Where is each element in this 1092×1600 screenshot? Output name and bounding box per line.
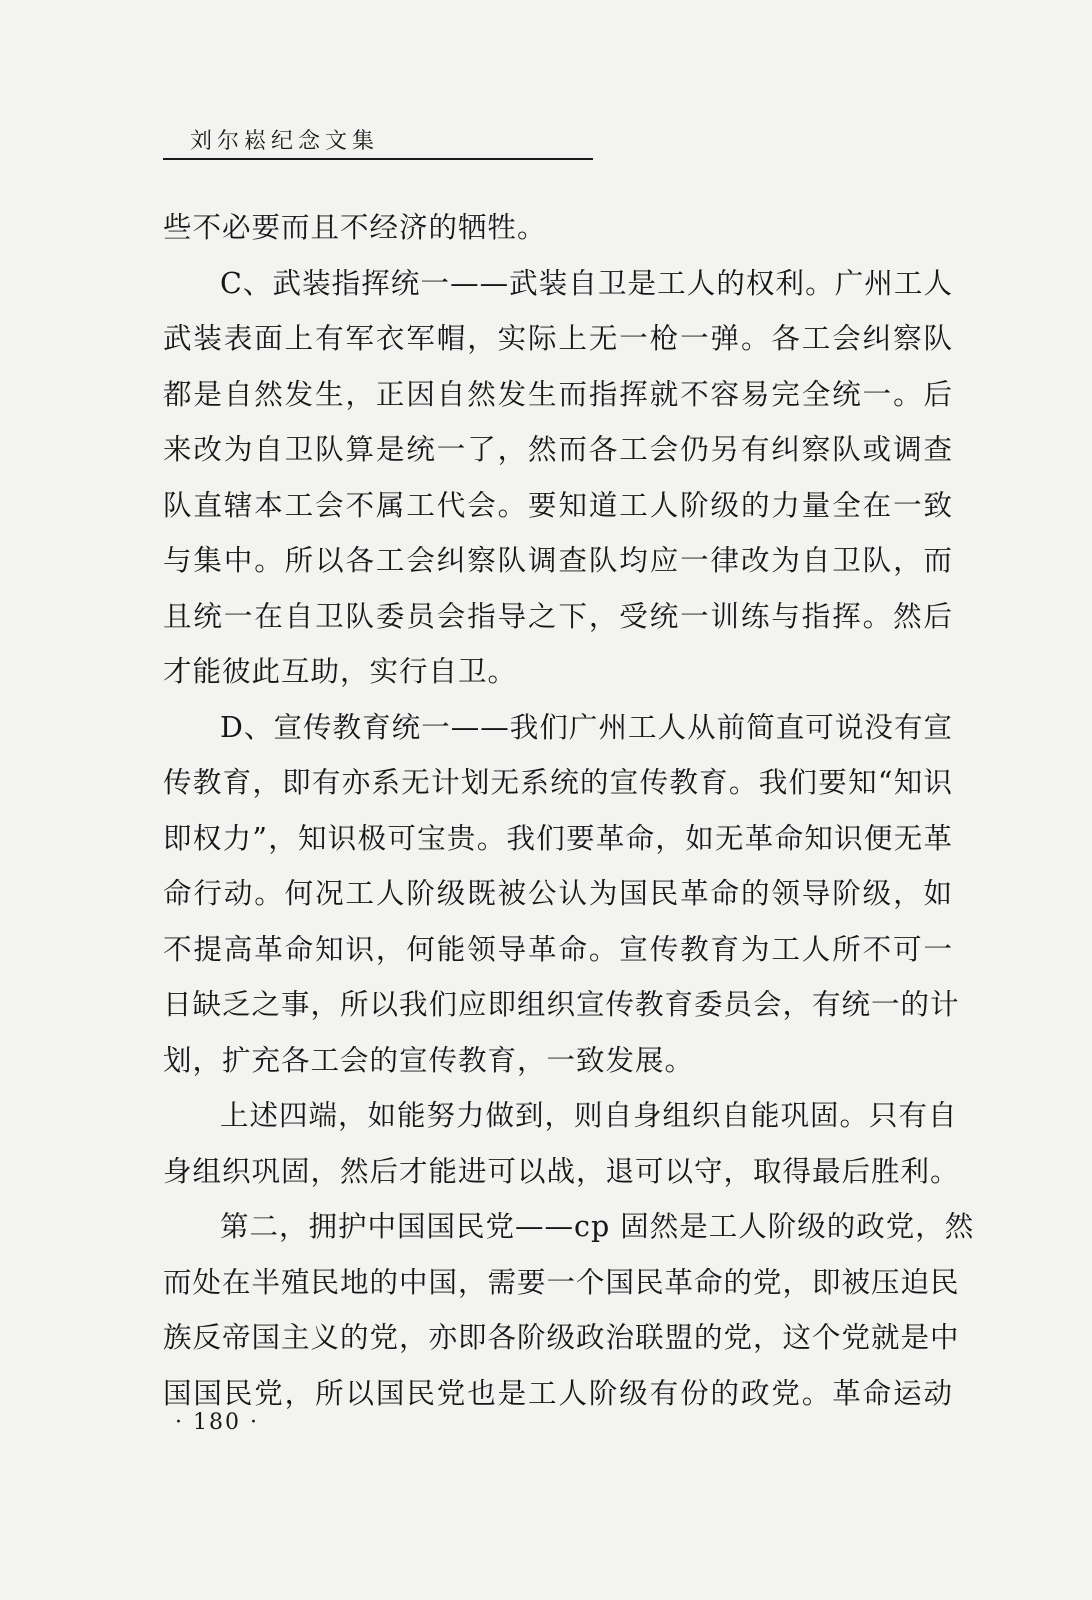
text-line: 第二，拥护中国国民党——cp 固然是工人阶级的政党，然 (220, 1210, 975, 1243)
text-line: 国国民党，所以国民党也是工人阶级有份的政党。革命运动 (163, 1376, 953, 1410)
header-rule (163, 158, 593, 160)
text-line: 武装表面上有军衣军帽，实际上无一枪一弹。各工会纠察队 (163, 322, 953, 355)
text-line: 而处在半殖民地的中国，需要一个国民革命的党，即被压迫民 (163, 1265, 960, 1299)
text-line: 即权力”，知识极可宝贵。我们要革命，如无革命知识便无革 (163, 821, 953, 855)
text-line: 身组织巩固，然后才能进可以战，退可以守，取得最后胜利。 (163, 1154, 960, 1188)
text-line: 来改为自卫队算是统一了，然而各工会仍另有纠察队或调查 (163, 433, 953, 466)
text-line: 族反帝国主义的党，亦即各阶级政治联盟的党，这个党就是中 (163, 1321, 960, 1354)
text-line: 上述四端，如能努力做到，则自身组织自能巩固。只有自 (220, 1099, 958, 1132)
text-line: 才能彼此互助，实行自卫。 (163, 655, 518, 688)
page-number: · 180 · (175, 1410, 259, 1435)
text-line: 划，扩充各工会的宣传教育，一致发展。 (163, 1043, 695, 1077)
running-head-title: 刘尔崧纪念文集 (190, 129, 380, 154)
text-line: 且统一在自卫队委员会指导之下，受统一训练与指挥。然后 (163, 599, 953, 633)
text-line: 传教育，即有亦系无计划无系统的宣传教育。我们要知“知识 (163, 766, 953, 799)
text-line: D、宣传教育统一——我们广州工人从前简直可说没有宣 (220, 710, 953, 744)
text-line: 日缺乏之事，所以我们应即组织宣传教育委员会，有统一的计 (163, 988, 960, 1021)
text-line: 都是自然发生，正因自然发生而指挥就不容易完全统一。后 (163, 377, 953, 411)
text-line: C、武装指挥统一——武装自卫是工人的权利。广州工人 (220, 266, 953, 300)
text-line: 不提高革命知识，何能领导革命。宣传教育为工人所不可一 (163, 932, 953, 966)
text-line: 与集中。所以各工会纠察队调查队均应一律改为自卫队，而 (163, 544, 953, 577)
text-line: 命行动。何况工人阶级既被公认为国民革命的领导阶级，如 (163, 877, 953, 910)
text-line: 些不必要而且不经济的牺牲。 (163, 211, 547, 244)
text-line: 队直辖本工会不属工代会。要知道工人阶级的力量全在一致 (163, 488, 953, 522)
body-text (163, 200, 975, 1421)
